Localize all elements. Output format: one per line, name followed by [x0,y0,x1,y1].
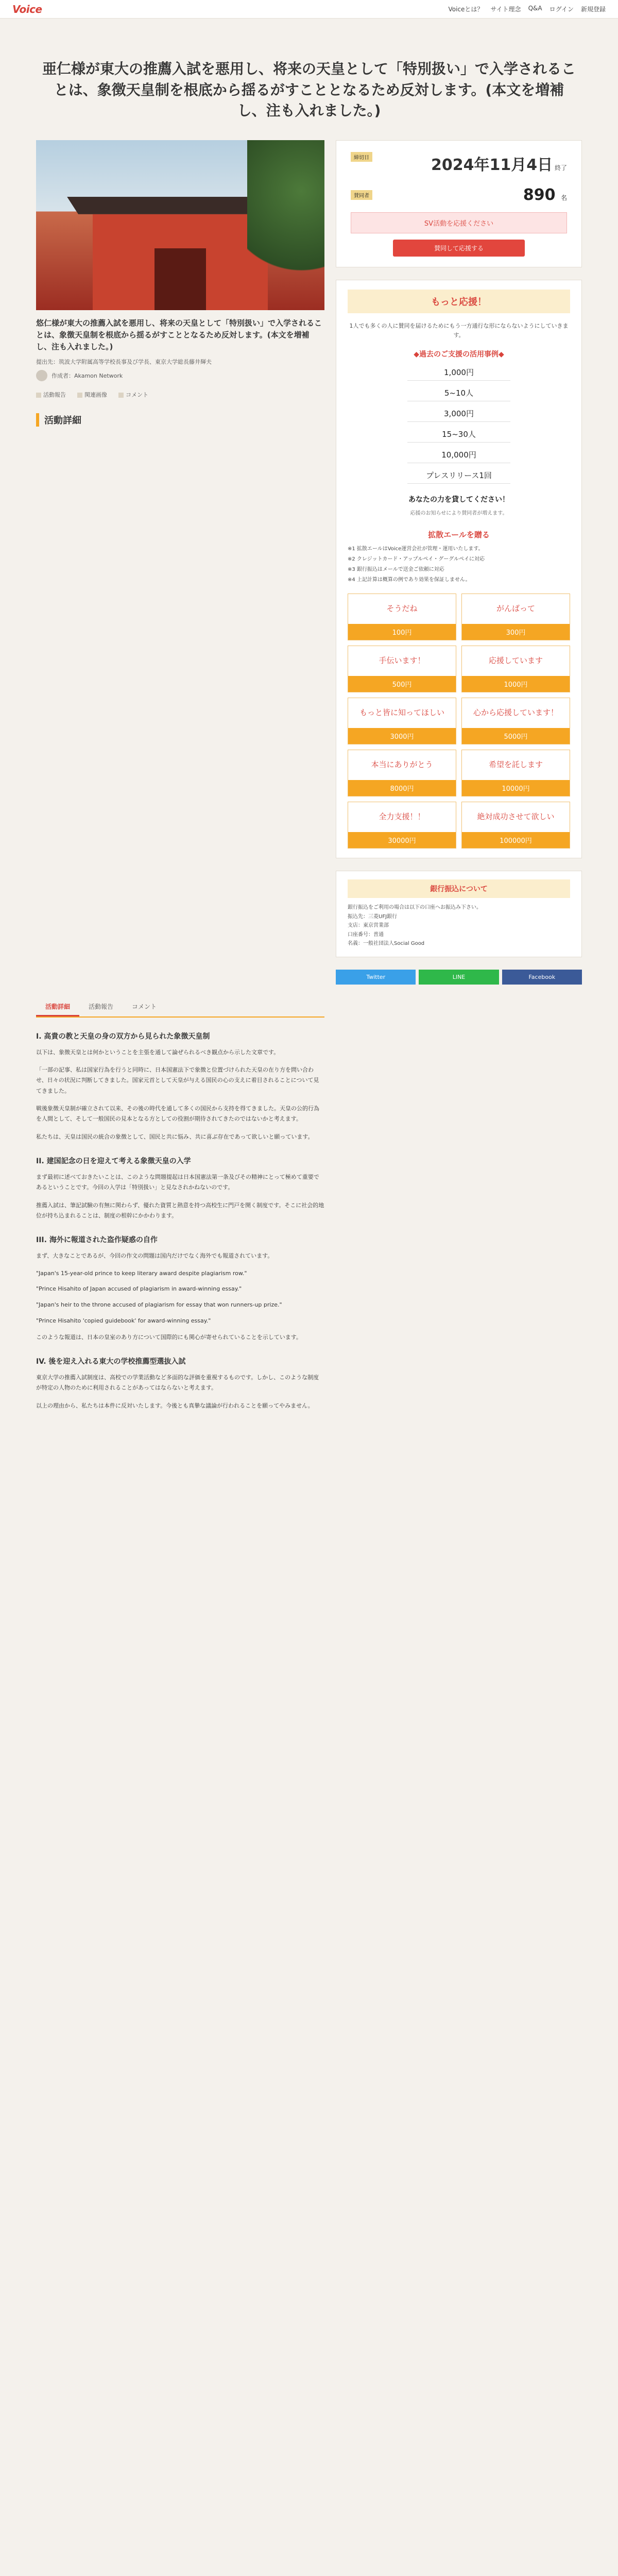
content [36,1031,582,1411]
amount-1: 1,000円 [407,364,510,381]
way-item: ※3 銀行振込はメールで送金ご依頼に対応 [348,567,444,573]
amount-5: 10,000円 [407,447,510,463]
tag-comments[interactable]: コメント [118,391,148,399]
yell-price: 300円 [462,624,570,640]
content-quote: "Japan's 15-year-old prince to keep literary award despite plagiarism row." [36,1269,247,1277]
content-para: 以上の理由から、私たちは本件に反対いたします。今後とも真摯な議論が行われることを願ってやみません。 [36,1402,314,1409]
way-item: ※1 拡散エールはVoice運営会社が管理・運用いたします。 [348,546,484,552]
content-quote: "Prince Hisahito 'copied guidebook' for award-winning essay." [36,1317,211,1324]
yell-message: もっと皆に知ってほしい [359,708,444,718]
yell-price: 100円 [348,624,456,640]
content-para: まず、大きなことであるが、今回の作文の問題は国内だけでなく海外でも報道されています。 [36,1252,273,1260]
yell-option[interactable] [461,750,570,796]
bank-head: 銀行振込について [348,879,570,898]
deadline-date: 2024年11月4日 [431,156,553,174]
premium: プレスリリース1回 [407,467,510,484]
content-para: 戦後象徴天皇制が確立されて以来、その後の時代を通して多くの国民から支持を得てきました。天皇の公的行為を人間として、そして一般国民の見本となる方としての役割が期待されてきたのではないかと考えます。 [36,1105,319,1123]
support-desc: 1人でも多くの人に賛同を届けるためにもう一方通行な形にならないようにしていきます。 [349,322,569,339]
support-note: 応援のお知らせにより賛同者が増えます。 [410,511,508,517]
content-para: 「一部の記事、私は国家行為を行うと同時に、日本国憲法下で象徴と位置づけられた天皇の在り方を問い合わせ、日々の状況に判断してきました。国家元首として天皇が与える国民の心の支えに着目されることについて見てきました。 [36,1066,319,1094]
recipient: 提出先：筑波大学附属高等学校長事及び学長、東京大学総長藤井輝夫 [36,358,212,365]
yell-option[interactable] [348,750,456,796]
nav-philosophy[interactable]: サイト理念 [490,6,521,13]
way-item: ※4 上記計算は概算の例であり効果を保証しません。 [348,577,471,583]
yell-message: 心から応援しています！ [473,708,558,718]
yell-option[interactable] [461,646,570,692]
yell-price: 3000円 [348,728,456,744]
yell-message: 希望を託します [488,760,543,770]
nav-faq[interactable]: Q&A [528,5,542,12]
bank-box [336,871,582,957]
bank-line: 支店：東京営業部 [348,923,389,929]
hero-image [36,140,324,310]
bank-line: 口座番号：普通 [348,931,384,938]
share-line[interactable]: LINE [419,970,499,985]
nav-register[interactable]: 新規登録 [580,6,606,13]
tabs [36,998,324,1018]
tag-report[interactable]: 活動報告 [36,391,66,399]
nav [448,5,606,13]
yell-message: 全力支援！！ [379,812,425,822]
yell-message: がんばって [496,604,535,614]
supporters-unit: 名 [560,194,567,201]
author-name: 作成者：Akamon Network [52,372,123,379]
ways-title: 拡散エールを贈る [428,530,490,540]
section-title: 活動詳細 [36,413,324,427]
content-para: 私たちは、天皇は国民の統合の象徴として、国民と共に悩み、共に喜ぶ存在であって欲しいと願っています。 [36,1133,314,1140]
support-box [336,280,582,858]
content-quote: "Prince Hisahito of Japan accused of plagiarism in award-winning essay." [36,1285,242,1293]
content-para: 東京大学の推薦入試制度は、高校での学業活動など多面的な評価を重視するものです。しかし、このような制度が特定の人物のために利用されることがあってはならないと考えます。 [36,1374,319,1392]
content-quote: "Japan's heir to the throne accused of plagiarism for essay that won runners-up prize." [36,1301,282,1309]
page-title: 亜仁様が東大の推薦入試を悪用し、将来の天皇として「特別扱い」で入学されることは、象徴天皇制を根底から揺るがすこととなるため反対します。(本文を増補し、注も入れました。) [42,60,576,120]
share-facebook[interactable]: Facebook [502,970,582,985]
support-sv-button[interactable]: SV活動を応援ください [351,212,567,233]
supporters-count: 890 [523,185,556,204]
bank-line: 名義：一般社団法人Social Good [348,941,425,947]
tags [36,391,324,399]
deadline-note: 終了 [554,164,567,172]
yell-option[interactable] [348,594,456,640]
bank-line: 振込先：三菱UFJ銀行 [348,913,398,920]
yell-price: 5000円 [462,728,570,744]
yell-option[interactable] [461,698,570,744]
yell-price: 500円 [348,676,456,692]
yell-option[interactable] [348,698,456,744]
content-para: まず最初に述べておきたいことは、このような問題提起は日本国憲法第一条及びその精神にとって極めて重要であるということです。今回の入学は「特別扱い」と見なされかねないのです。 [36,1174,319,1191]
content-para: このような報道は、日本の皇室のあり方について国際的にも関心が寄せられていることを示しています。 [36,1333,302,1341]
content-heading: II. 建国記念の日を迎えて考える象徴天皇の入学 [36,1157,191,1166]
amount-2: 5~10人 [407,385,510,401]
yell-grid [348,594,570,849]
share-buttons [336,970,582,985]
support-head: もっと応援！ [348,290,570,313]
bank-line: 銀行振込をご利用の場合は以下の口座へお振込み下さい。 [348,905,482,911]
content-heading: III. 海外に報道された盗作疑惑の自作 [36,1236,158,1245]
tag-images[interactable]: 関連画像 [77,391,107,399]
supporters-label: 賛同者 [351,190,372,200]
yell-message: 応援しています [488,656,543,666]
content-para: 推薦入試は、筆記試験の有無に関わらず、優れた資質と熱意を持つ高校生に門戸を開く制度です。そこに社会的地位が持ち込まれることは、制度の根幹にかかわります。 [36,1201,324,1219]
logo[interactable]: Voice [12,3,42,15]
past-usage-title: ◆過去のご支援の活用事例◆ [414,350,504,359]
way-item: ※2 クレジットカード・アップルペイ・グーグルペイに対応 [348,556,485,563]
you-support: あなたの力を貸してください！ [408,496,509,504]
yell-option[interactable] [348,646,456,692]
nav-login[interactable]: ログイン [549,6,574,13]
author[interactable] [36,370,324,381]
content-heading: I. 高貴の教と天皇の身の双方から見られた象徴天皇制 [36,1032,210,1041]
avatar [36,370,47,381]
yell-price: 100000円 [462,832,570,848]
tab-reports[interactable]: 活動報告 [89,1003,114,1010]
hero-caption: 悠仁様が東大の推薦入試を悪用し、将来の天皇として「特別扱い」で入学されることは、象徴天皇制を根底から揺るがすこととなるため反対します。(本文を増補し、注も入れました。) [36,318,322,352]
share-twitter[interactable]: Twitter [336,970,416,985]
yell-option[interactable] [348,802,456,849]
content-heading: IV. 後を迎え入れる東大の学校推薦型選抜入試 [36,1357,186,1366]
ways-list [348,545,570,584]
tab-comments[interactable]: コメント [132,1003,157,1010]
yell-message: 手伝います！ [379,656,425,666]
yell-price: 8000円 [348,780,456,796]
yell-price: 1000円 [462,676,570,692]
content-para: 以下は、象徴天皇とは何かということを主張を通して論ぜられるべき観点から示した文章です。 [36,1048,280,1056]
deadline-label: 締切日 [351,152,372,162]
amount-4: 15~30人 [407,426,510,443]
sign-button[interactable]: 賛同して応援する [393,240,525,257]
yell-option[interactable] [461,594,570,640]
yell-message: 本当にありがとう [371,760,433,770]
yell-message: そうだね [386,604,418,614]
yell-price: 30000円 [348,832,456,848]
yell-price: 10000円 [462,780,570,796]
status-box [336,140,582,267]
yell-option[interactable] [461,802,570,849]
amount-3: 3,000円 [407,405,510,422]
tab-details[interactable]: 活動詳細 [36,998,79,1016]
header [0,0,618,19]
nav-about[interactable]: Voiceとは？ [448,6,484,13]
yell-message: 絶対成功させて欲しい [477,812,555,822]
